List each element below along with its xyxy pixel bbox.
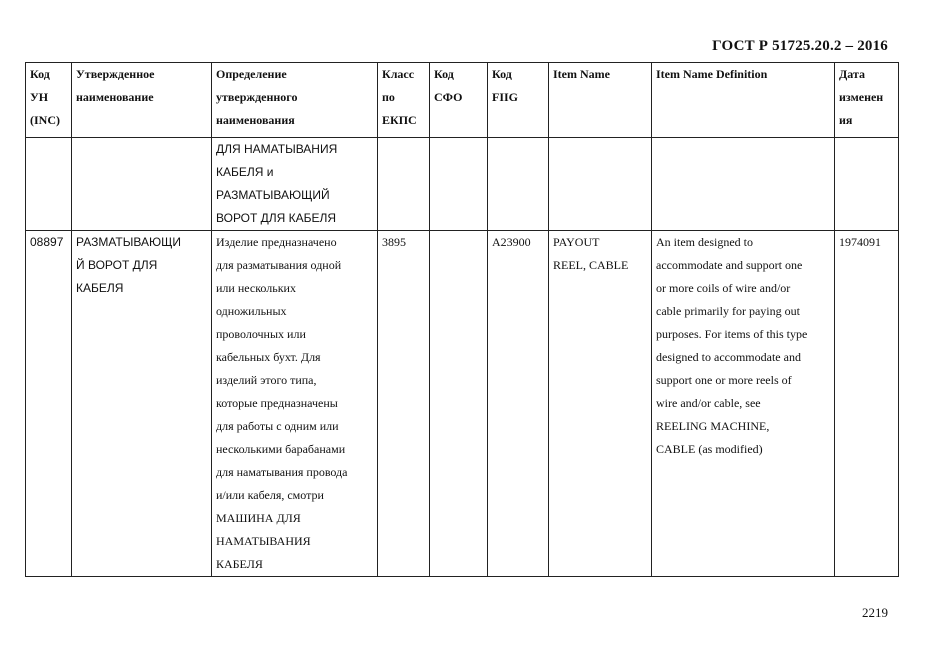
header-definition: Определение утвержденного наименования xyxy=(212,63,378,138)
cell-sfo-code xyxy=(430,231,488,577)
cell-ekps-class xyxy=(378,138,430,231)
page-number: 2219 xyxy=(862,605,888,620)
table-row xyxy=(26,231,899,577)
cell-change-date: 1974091 xyxy=(835,231,899,577)
header-ekps-class: Класс по ЕКПС xyxy=(378,63,430,138)
header-inc: Код УН (INC) xyxy=(26,63,72,138)
cell-approved-name: РАЗМАТЫВАЮЩИ Й ВОРОТ ДЛЯ КАБЕЛЯ xyxy=(72,231,212,577)
cell-item-name-definition xyxy=(652,138,835,231)
cell-inc xyxy=(26,138,72,231)
cell-item-name: PAYOUT REEL, CABLE xyxy=(549,231,652,577)
cell-item-name xyxy=(549,138,652,231)
cell-fiig-code xyxy=(488,138,549,231)
cell-fiig-code: A23900 xyxy=(488,231,549,577)
document-code: ГОСТ Р 51725.20.2 – 2016 xyxy=(712,38,888,54)
header-item-name-definition: Item Name Definition xyxy=(652,63,835,138)
header-fiig-code: Код FIIG xyxy=(488,63,549,138)
header-item-name: Item Name xyxy=(549,63,652,138)
cell-change-date xyxy=(835,138,899,231)
header-change-date: Дата изменен ия xyxy=(835,63,899,138)
table-header-row xyxy=(26,63,899,138)
header-approved-name: Утвержденное наименование xyxy=(72,63,212,138)
data-table xyxy=(25,62,899,577)
cell-sfo-code xyxy=(430,138,488,231)
header-sfo-code: Код СФО xyxy=(430,63,488,138)
cell-inc: 08897 xyxy=(26,231,72,577)
cell-definition: Изделие предназначено для разматывания одной или нескольких одножильных проволочных или кабельных бухт. Для изделий этого типа, которые предназначены для работы с одним или несколькими барабанами для наматывания провода и/или кабеля, смотри МАШИНА ДЛЯ НАМАТЫВАНИЯ КАБЕЛЯ xyxy=(212,231,378,577)
cell-approved-name xyxy=(72,138,212,231)
cell-item-name-definition: An item designed to accommodate and support one or more coils of wire and/or cable primarily for paying out purposes. For items of this type designed to accommodate and support one or more reels of wire and/or cable, see REELING MACHINE, CABLE (as modified) xyxy=(652,231,835,577)
table-row xyxy=(26,138,899,231)
cell-ekps-class: 3895 xyxy=(378,231,430,577)
cell-definition: ДЛЯ НАМАТЫВАНИЯ КАБЕЛЯ и РАЗМАТЫВАЮЩИЙ ВОРОТ ДЛЯ КАБЕЛЯ xyxy=(212,138,378,231)
